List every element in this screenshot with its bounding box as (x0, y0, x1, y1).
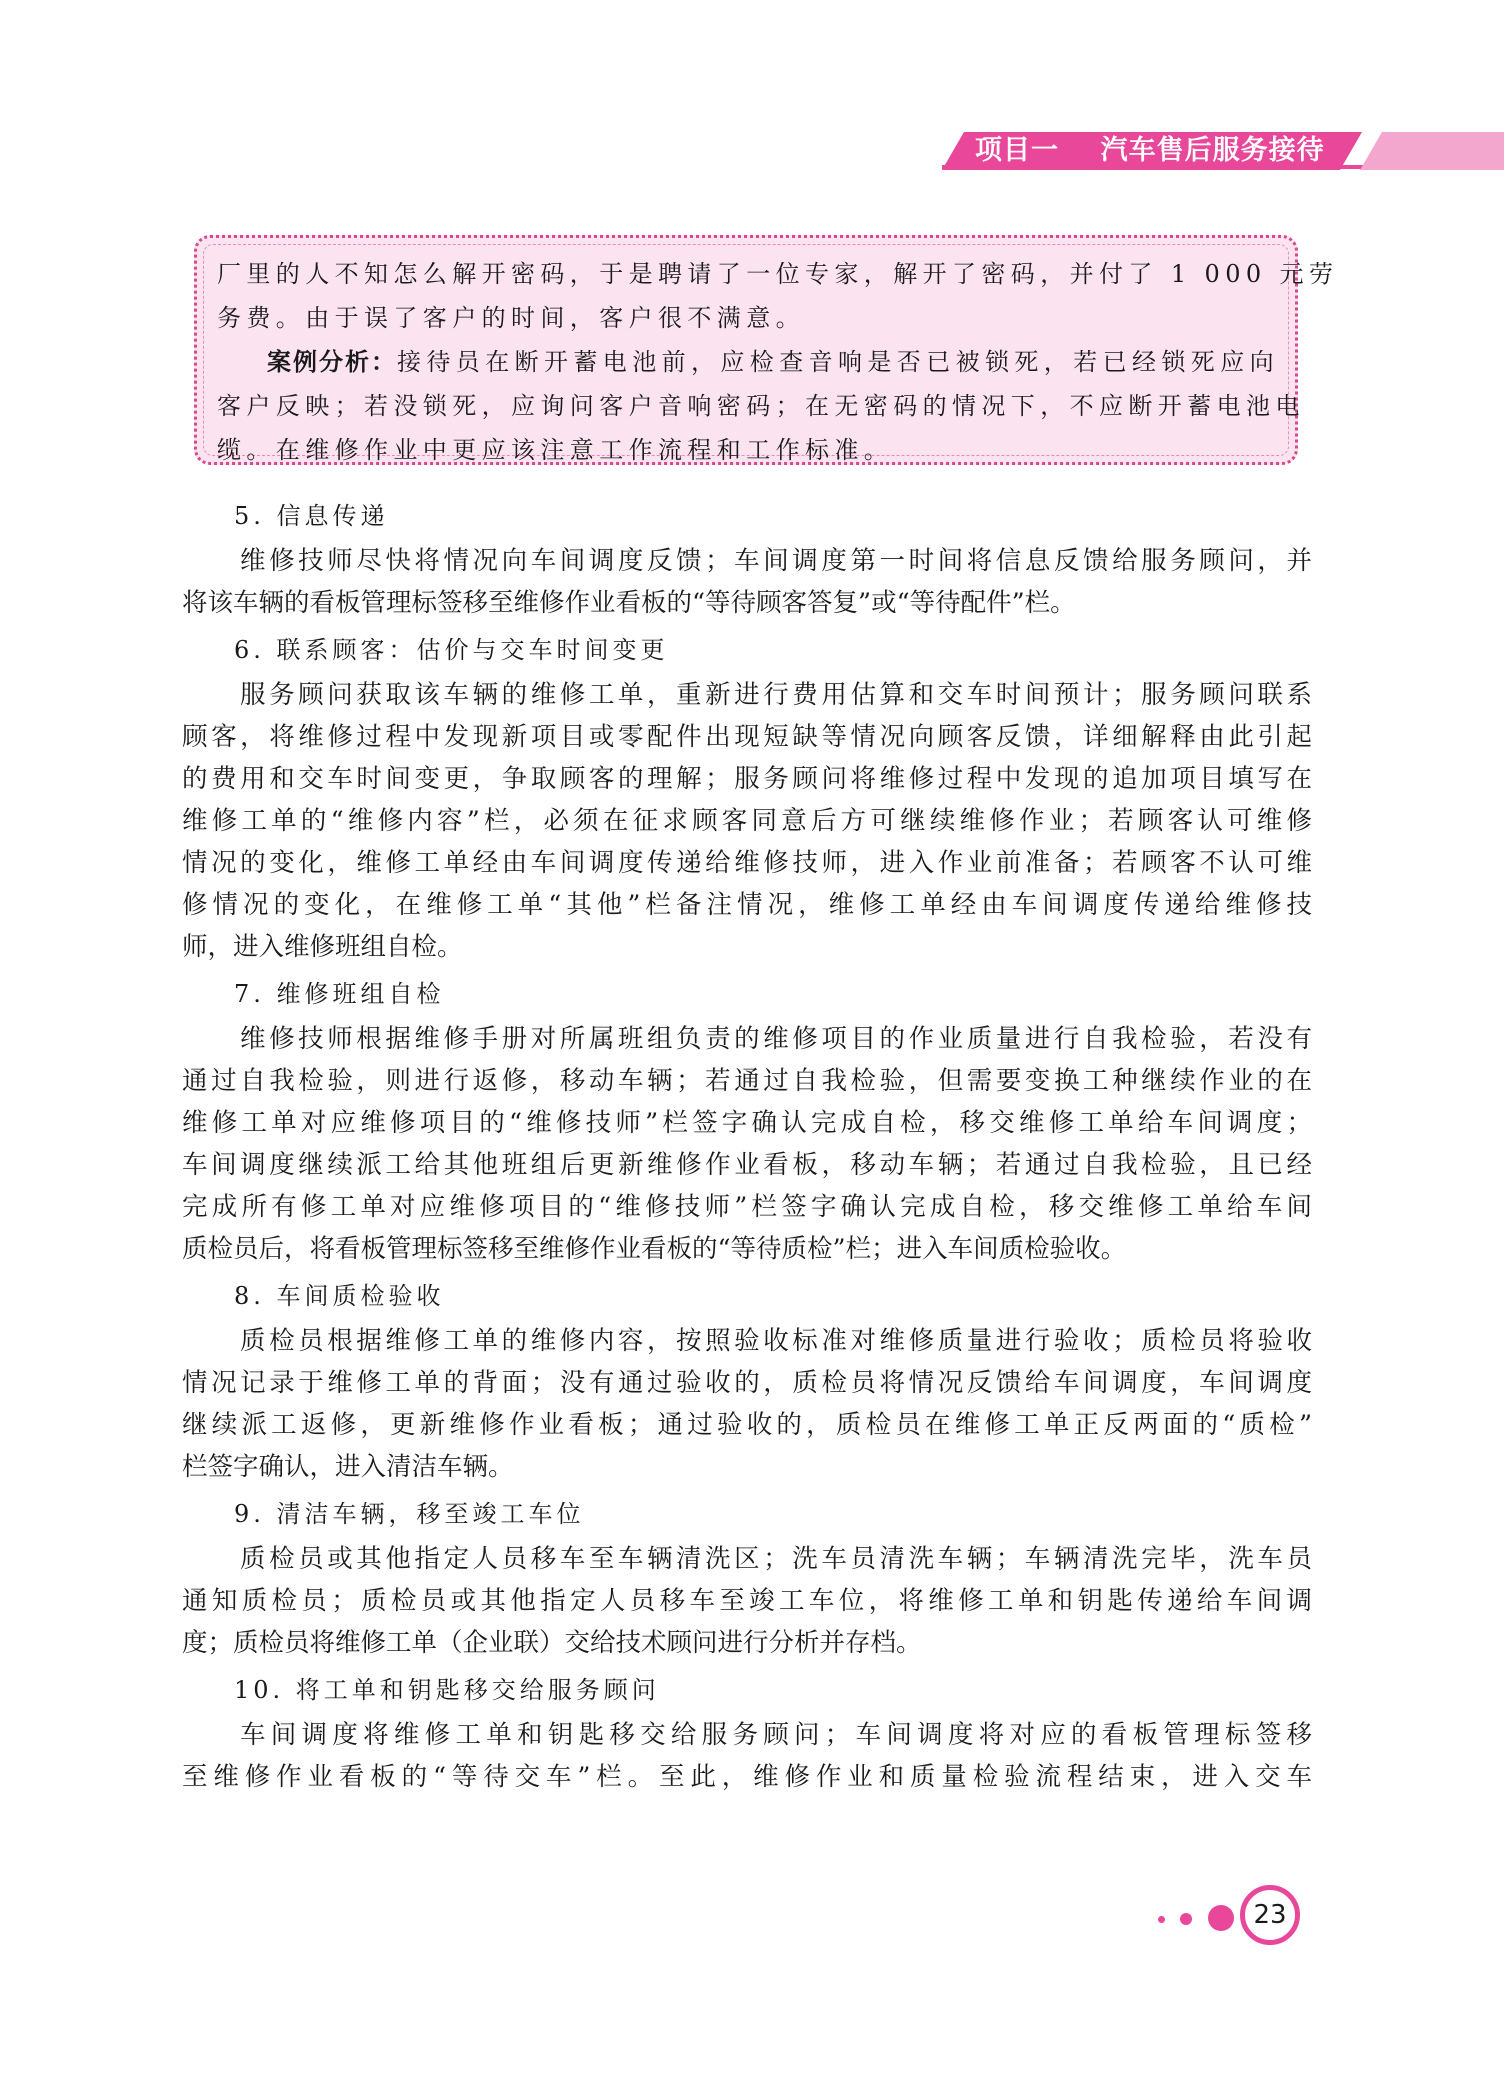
section-heading: 5. 信息传递 (234, 502, 389, 530)
paragraph-line: 度；质检员将维修工单（企业联）交给技术顾问进行分析并存档。 (182, 1628, 922, 1658)
paragraph-line: 维修工单对应维修项目的“维修技师”栏签字确认完成自检，移交维修工单给车间调度； (182, 1108, 1312, 1138)
section-paragraph (182, 1018, 1312, 1270)
section-heading: 8. 车间质检验收 (234, 1282, 445, 1310)
page-number: 23 (1240, 1885, 1300, 1945)
section-heading: 7. 维修班组自检 (234, 980, 445, 1008)
case-text-line: 务费。由于误了客户的时间，客户很不满意。 (217, 304, 805, 332)
case-analysis-line: 客户反映；若没锁死，应询问客户音响密码；在无密码的情况下，不应断开蓄电池电 (217, 392, 1305, 420)
section-paragraph (182, 674, 1312, 968)
paragraph-line: 车间调度继续派工给其他班组后更新维修作业看板，移动车辆；若通过自我检验，且已经 (182, 1150, 1312, 1180)
case-text-line: 厂里的人不知怎么解开密码，于是聘请了一位专家，解开了密码，并付了 1 000 元劳 (217, 260, 1339, 288)
section-heading: 9. 清洁车辆，移至竣工车位 (234, 1500, 585, 1528)
paragraph-line: 服务顾问获取该车辆的维修工单，重新进行费用估算和交车时间预计；服务顾问联系 (240, 680, 1312, 710)
dot-small (1158, 1916, 1165, 1923)
paragraph-line: 至维修作业看板的“等待交车”栏。至此，维修作业和质量检验流程结束，进入交车 (182, 1762, 1312, 1792)
section-paragraph (182, 1320, 1312, 1488)
paragraph-line: 将该车辆的看板管理标签移至维修作业看板的“等待顾客答复”或“等待配件”栏。 (182, 588, 1076, 618)
paragraph-line: 维修技师尽快将情况向车间调度反馈；车间调度第一时间将信息反馈给服务顾问，并 (240, 546, 1312, 576)
paragraph-line: 完成所有修工单对应维修项目的“维修技师”栏签字确认完成自检，移交维修工单给车间 (182, 1192, 1312, 1222)
dot-large (1208, 1905, 1234, 1931)
paragraph-line: 情况记录于维修工单的背面；没有通过验收的，质检员将情况反馈给车间调度，车间调度 (182, 1368, 1312, 1398)
chapter-title: 项目一 汽车售后服务接待 (975, 135, 1325, 166)
paragraph-line: 质检员后，将看板管理标签移至维修作业看板的“等待质检”栏；进入车间质检验收。 (182, 1234, 1127, 1264)
paragraph-line: 质检员根据维修工单的维修内容，按照验收标准对维修质量进行验收；质检员将验收 (240, 1326, 1312, 1356)
dot-medium (1180, 1913, 1192, 1925)
paragraph-line: 通过自我检验，则进行返修，移动车辆；若通过自我检验，但需要变换工种继续作业的在 (182, 1066, 1312, 1096)
section-paragraph (182, 1714, 1312, 1798)
header-band-accent (1360, 132, 1504, 170)
paragraph-line: 维修工单的“维修内容”栏，必须在征求顾客同意后方可继续维修作业；若顾客认可维修 (182, 806, 1312, 836)
paragraph-line: 顾客，将维修过程中发现新项目或零配件出现短缺等情况向顾客反馈，详细解释由此引起 (182, 722, 1312, 752)
section-heading: 10. 将工单和钥匙移交给服务顾问 (234, 1676, 660, 1704)
section-heading: 6. 联系顾客：估价与交车时间变更 (234, 636, 669, 664)
section-paragraph (182, 1538, 1312, 1664)
case-analysis-text: 接待员在断开蓄电池前，应检查音响是否已被锁死，若已经锁死应向 (397, 348, 1279, 376)
paragraph-line: 质检员或其他指定人员移车至车辆清洗区；洗车员清洗车辆；车辆清洗完毕，洗车员 (240, 1544, 1312, 1574)
case-analysis-line (217, 340, 1279, 384)
paragraph-line: 修情况的变化，在维修工单“其他”栏备注情况，维修工单经由车间调度传递给维修技 (182, 890, 1312, 920)
paragraph-line: 情况的变化，维修工单经由车间调度传递给维修技师，进入作业前准备；若顾客不认可维 (182, 848, 1312, 878)
paragraph-line: 栏签字确认，进入清洁车辆。 (182, 1452, 514, 1482)
paragraph-line: 继续派工返修，更新维修作业看板；通过验收的，质检员在维修工单正反两面的“质检” (182, 1410, 1312, 1440)
case-analysis-label: 案例分析： (267, 348, 397, 376)
paragraph-line: 师，进入维修班组自检。 (182, 932, 463, 962)
section-paragraph (182, 540, 1312, 624)
case-analysis-line: 缆。在维修作业中更应该注意工作流程和工作标准。 (217, 436, 894, 464)
case-study-box (194, 235, 1339, 465)
paragraph-line: 维修技师根据维修手册对所属班组负责的维修项目的作业质量进行自我检验，若没有 (240, 1024, 1312, 1054)
body-content (182, 490, 1312, 1802)
paragraph-line: 车间调度将维修工单和钥匙移交给服务顾问；车间调度将对应的看板管理标签移 (240, 1720, 1312, 1750)
paragraph-line: 通知质检员；质检员或其他指定人员移车至竣工车位，将维修工单和钥匙传递给车间调 (182, 1586, 1312, 1616)
paragraph-line: 的费用和交车时间变更，争取顾客的理解；服务顾问将维修过程中发现的追加项目填写在 (182, 764, 1312, 794)
